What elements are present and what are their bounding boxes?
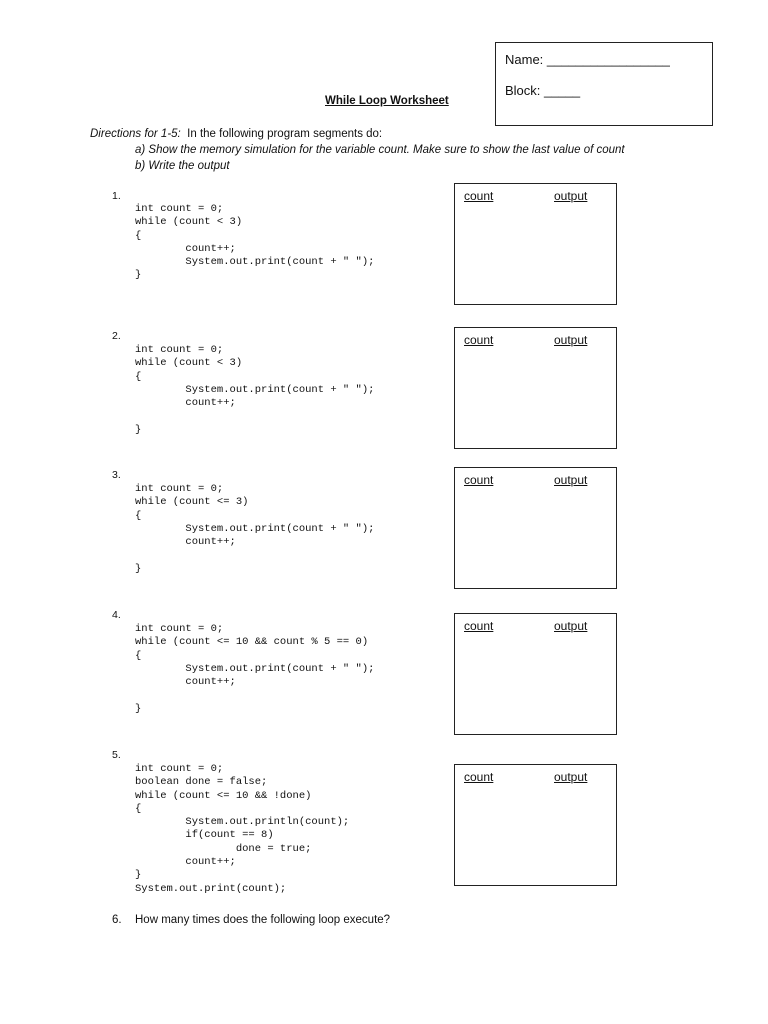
question-number: 4. — [112, 609, 121, 621]
memory-output-box — [454, 764, 617, 886]
question-6 — [112, 914, 390, 926]
question-6-text: How many times does the following loop execute? — [135, 914, 391, 926]
code-segment: int count = 0; boolean done = false; while (count <= 10 && !done) { System.out.println(count); if(count == 8) done = true; count++; } System.out.print(count); — [135, 763, 350, 895]
question-number: 3. — [112, 469, 121, 481]
code-segment: int count = 0; while (count <= 3) { System.out.print(count + " "); count++; } — [135, 483, 375, 575]
directions-item-b: b) Write the output — [135, 160, 230, 172]
question-number: 2. — [112, 330, 121, 342]
count-column-header: count — [464, 189, 494, 203]
directions-text: In the following program segments do: — [187, 128, 383, 140]
directions — [90, 126, 625, 174]
output-column-header: output — [554, 473, 588, 487]
question-number: 6. — [112, 914, 122, 926]
question-number: 5. — [112, 749, 121, 761]
memory-output-box — [454, 183, 617, 305]
directions-lead: Directions for 1-5: — [90, 128, 181, 140]
name-field-label: Name: _________________ — [505, 52, 670, 67]
memory-output-box — [454, 613, 617, 735]
memory-output-box — [454, 327, 617, 449]
output-column-header: output — [554, 770, 588, 784]
output-column-header: output — [554, 333, 588, 347]
count-column-header: count — [464, 770, 494, 784]
name-block-box — [495, 42, 713, 126]
worksheet-title: While Loop Worksheet — [325, 95, 449, 107]
question-number: 1. — [112, 190, 121, 202]
count-column-header: count — [464, 333, 494, 347]
block-field-label: Block: _____ — [505, 83, 581, 98]
code-segment: int count = 0; while (count < 3) { System.out.print(count + " "); count++; } — [135, 344, 375, 436]
count-column-header: count — [464, 473, 494, 487]
output-column-header: output — [554, 189, 588, 203]
output-column-header: output — [554, 619, 588, 633]
count-column-header: count — [464, 619, 494, 633]
directions-item-a: a) Show the memory simulation for the variable count. Make sure to show the last value of count — [135, 144, 625, 156]
memory-output-box — [454, 467, 617, 589]
code-segment: int count = 0; while (count < 3) { count++; System.out.print(count + " "); } — [135, 203, 375, 282]
code-segment: int count = 0; while (count <= 10 && count % 5 == 0) { System.out.print(count + " "); count++; } — [135, 623, 375, 715]
